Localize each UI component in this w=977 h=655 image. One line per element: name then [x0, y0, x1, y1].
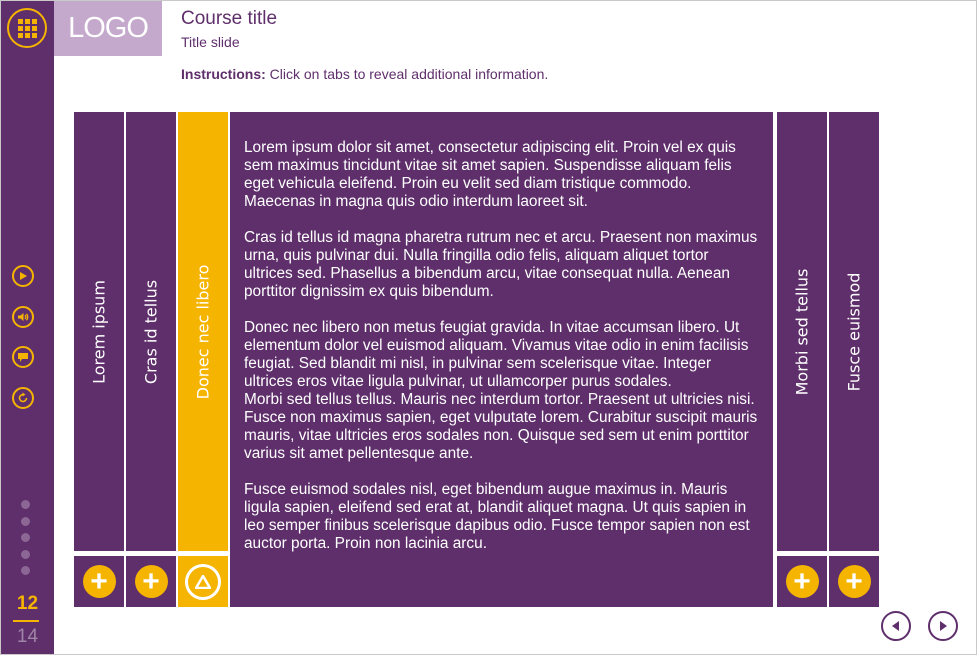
instructions	[181, 66, 548, 82]
replay-button[interactable]	[12, 387, 34, 409]
tab-label: Cras id tellus	[141, 279, 161, 384]
play-icon	[18, 271, 28, 281]
comment-button[interactable]	[12, 346, 34, 368]
replay-icon	[17, 392, 29, 404]
sidebar	[1, 1, 54, 654]
page-separator	[13, 620, 39, 622]
expand-button-morbi-sed-tellus[interactable]	[777, 556, 827, 607]
progress-dot	[21, 550, 30, 559]
grid-menu-icon	[18, 19, 37, 38]
chevron-up-icon	[185, 564, 221, 600]
tab-cras-id-tellus[interactable]	[126, 112, 176, 551]
collapse-button-donec-nec-libero[interactable]	[178, 556, 228, 607]
content-paragraph: Fusce euismod sodales nisl, eget bibendum augue maximus in. Mauris ligula sapien, eleifend sed erat at, blandit aliquet magna. Ut quis sapien in leo semper finibus scelerisque dapibus odio. Fusce tempor sapien non est auctor porta. Proin non lacinia arcu.	[244, 481, 750, 552]
tab-fusce-euismod[interactable]	[829, 112, 879, 551]
content-paragraph: Lorem ipsum dolor sit amet, consectetur adipiscing elit. Proin vel ex quis sem maximus tincidunt vitae sit amet sapien. Suspendisse aliquam felis eget vehicula eleifend. Proin eu velit sed diam tristique commodo. Maecenas in magna quis odio interdum laoreet sit.	[244, 139, 736, 210]
previous-slide-button[interactable]	[881, 611, 911, 641]
tab-label: Donec nec libero	[193, 264, 213, 399]
next-slide-button[interactable]	[928, 611, 958, 641]
tab-morbi-sed-tellus[interactable]	[777, 112, 827, 551]
play-button[interactable]	[12, 265, 34, 287]
plus-icon: +	[135, 565, 168, 598]
menu-button[interactable]	[7, 8, 47, 48]
tab-content-panel	[230, 112, 773, 607]
volume-button[interactable]	[12, 306, 34, 328]
tab-label: Lorem ipsum	[89, 279, 109, 384]
current-page-number: 12	[16, 593, 39, 614]
expand-button-fusce-euismod[interactable]	[829, 556, 879, 607]
progress-dot	[21, 566, 30, 575]
tab-label: Morbi sed tellus	[792, 268, 812, 395]
plus-icon: +	[83, 565, 116, 598]
expand-button-lorem-ipsum[interactable]	[74, 556, 124, 607]
prev-arrow-icon	[890, 620, 902, 632]
slide-title: Title slide	[181, 34, 240, 50]
tab-lorem-ipsum[interactable]	[74, 112, 124, 551]
logo: LOGO	[54, 1, 162, 56]
instructions-text: Click on tabs to reveal additional information.	[265, 66, 549, 82]
progress-dot	[21, 517, 30, 526]
volume-icon	[17, 312, 29, 322]
instructions-label: Instructions:	[181, 66, 266, 82]
progress-dot	[21, 533, 30, 542]
content-paragraph: Cras id tellus id magna pharetra rutrum nec et arcu. Praesent non maximus urna, quis pulvinar dui. Nulla fringilla odio felis, aliquam aliquet tortor ultrices sed. Phasellus a bibendum arcu, vitae consequat nulla. Aenean porttitor dignissim ex quis bibendum.	[244, 229, 758, 300]
tab-donec-nec-libero[interactable]	[178, 112, 228, 551]
comment-icon	[17, 352, 29, 363]
plus-icon: +	[786, 565, 819, 598]
plus-icon: +	[838, 565, 871, 598]
progress-dot	[21, 500, 30, 509]
content-paragraph: Morbi sed tellus tellus. Mauris nec interdum tortor. Praesent ut ultricies nisi. Fusce non maximus sapien, eget vulputate lorem. Curabitur suscipit mauris mauris, vitae ultricies eros sodales non. Quisque sed sem ut enim porttitor varius sit amet pellentesque ante.	[244, 391, 758, 462]
tab-label: Fusce euismod	[844, 272, 864, 391]
next-arrow-icon	[937, 620, 949, 632]
total-pages-number: 14	[16, 626, 39, 647]
expand-button-cras-id-tellus[interactable]	[126, 556, 176, 607]
content-paragraph: Donec nec libero non metus feugiat gravida. In vitae accumsan libero. Ut elementum dolor vel euismod aliquam. Vivamus vitae odio in enim facilisis feugiat. Sed blandit mi nisl, in pulvinar sem scelerisque vitae. Integer ultrices eros vitae ligula pulvinar, ut ullamcorper purus sodales.	[244, 319, 749, 390]
course-title: Course title	[181, 8, 278, 29]
